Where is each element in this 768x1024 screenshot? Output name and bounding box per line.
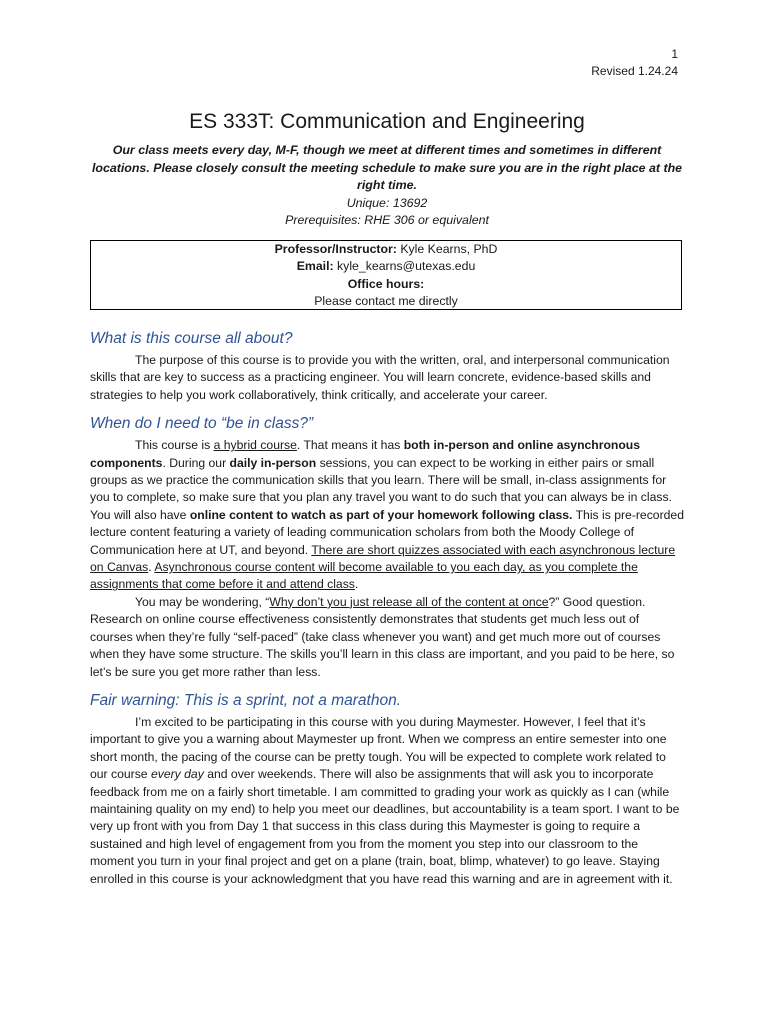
office-hours-label-row bbox=[91, 276, 681, 293]
italic-text: every day bbox=[150, 767, 204, 782]
unique-number: Unique: 13692 bbox=[346, 195, 428, 210]
professor-row bbox=[91, 241, 681, 258]
underlined-text: There are short quizzes associated with each asynchronous lecture on Canvas bbox=[90, 542, 676, 575]
section-heading-in-class: When do I need to “be in class?” bbox=[90, 415, 314, 433]
section-heading-about: What is this course all about? bbox=[90, 330, 293, 347]
underlined-text: Asynchronous course content will become available to you each day, as you complete the assignments that come before it and attend class bbox=[90, 560, 638, 592]
section-heading-warning: Fair warning: This is a sprint, not a marathon. bbox=[90, 691, 401, 709]
office-hours-value: Please contact me directly bbox=[314, 293, 458, 308]
underlined-text: a hybrid course bbox=[213, 438, 297, 453]
title-block bbox=[90, 108, 684, 230]
paragraph-why-not-all bbox=[90, 594, 684, 681]
office-hours-label: Office hours: bbox=[347, 276, 425, 291]
text-run: This course is bbox=[135, 438, 214, 453]
paragraph-warning bbox=[90, 714, 684, 888]
text-run: This is pre-recorded lecture content featuring a variety of leading communication scholars from both the Moody College of Communication here at UT, and beyond. bbox=[90, 507, 684, 557]
course-title: ES 333T: Communication and Engineering bbox=[189, 110, 585, 133]
text-run: and over weekends. There will also be assignments that will ask you to incorporate feedback from me on a fairly short timetable. I am committed to grading your work as quickly as I can (while maintaining quality on my end) to help you meet our deadlines, but accountability is a team sport. I want to be very up front with you from Day 1 that success in this class during this Maymester is going to require a sustained and high level of engagement from you from the moment you step into our classroom to the moment you turn in your final project and get on a plane (train, boat, blimp, whatever) to go leave. Staying enrolled in this course is your acknowledgment that you have read this warning and are in agreement with it. bbox=[90, 767, 680, 886]
professor-label: Professor/Instructor: bbox=[274, 242, 397, 256]
revision-date: Revised 1.24.24 bbox=[591, 64, 678, 78]
text-run: . During our bbox=[162, 455, 230, 470]
section-about bbox=[90, 328, 684, 404]
page-number: 1 bbox=[671, 47, 678, 61]
bold-text: both in-person and online asynchronous components bbox=[90, 438, 641, 470]
text-run: I’m excited to be participating in this course with you during Maymester. However, I feel that it’s important to give you a warning about Maymester up front. When we compress an entire semester into one short month, the pacing of the course can be pretty tough. You will be expected to complete work related to our course bbox=[90, 714, 667, 782]
email-value: kyle_kearns@utexas.edu bbox=[333, 259, 476, 274]
text-run: You may be wondering, “ bbox=[135, 594, 270, 609]
prerequisites: Prerequisites: RHE 306 or equivalent bbox=[285, 213, 489, 227]
text-run: . bbox=[354, 577, 359, 592]
paragraph-about: The purpose of this course is to provide you with the written, oral, and interpersonal communication skills that are key to success as a practicing engineer. You will learn concrete, evidence-based skills and strategies to help you work collaboratively, think critically, and accelerate your career. bbox=[90, 353, 670, 402]
section-warning bbox=[90, 690, 684, 888]
page-header bbox=[591, 46, 678, 80]
email-label: Email: bbox=[296, 259, 334, 274]
bold-text: daily in-person bbox=[229, 455, 317, 470]
text-run: ?” Good question. Research on online course effectiveness consistently demonstrates that students get much less out of courses when they’re fully “self-paced” (take class whenever you want) and get much more out of courses when they have some structure. The skills you’ll learn in this class are important, and you paid to be here, so let’s be sure you get more rather than less. bbox=[90, 594, 675, 679]
professor-value: Kyle Kearns, PhD bbox=[396, 242, 498, 256]
text-run: . That means it has bbox=[296, 438, 404, 453]
main-content bbox=[90, 328, 684, 897]
text-run: sessions, you can expect to be working in either pairs or small groups as we practice the communication skills that you learn. There will be small, in-class assignments for you to complete, so make sure that you plan any travel you want to do such that you can always be in class. You will also have bbox=[90, 455, 672, 522]
text-run: . bbox=[148, 560, 155, 575]
instructor-info-box bbox=[90, 240, 682, 310]
bold-text: online content to watch as part of your homework following class. bbox=[189, 507, 573, 522]
email-row bbox=[91, 258, 681, 275]
underlined-text: Why don’t you just release all of the content at once bbox=[269, 594, 549, 609]
section-in-class bbox=[90, 413, 684, 681]
meeting-note: Our class meets every day, M-F, though we meet at different times and sometimes in different locations. Please closely consult the meeting schedule to make sure you are in the right place at the right time. bbox=[91, 143, 683, 192]
paragraph-hybrid bbox=[90, 437, 684, 594]
